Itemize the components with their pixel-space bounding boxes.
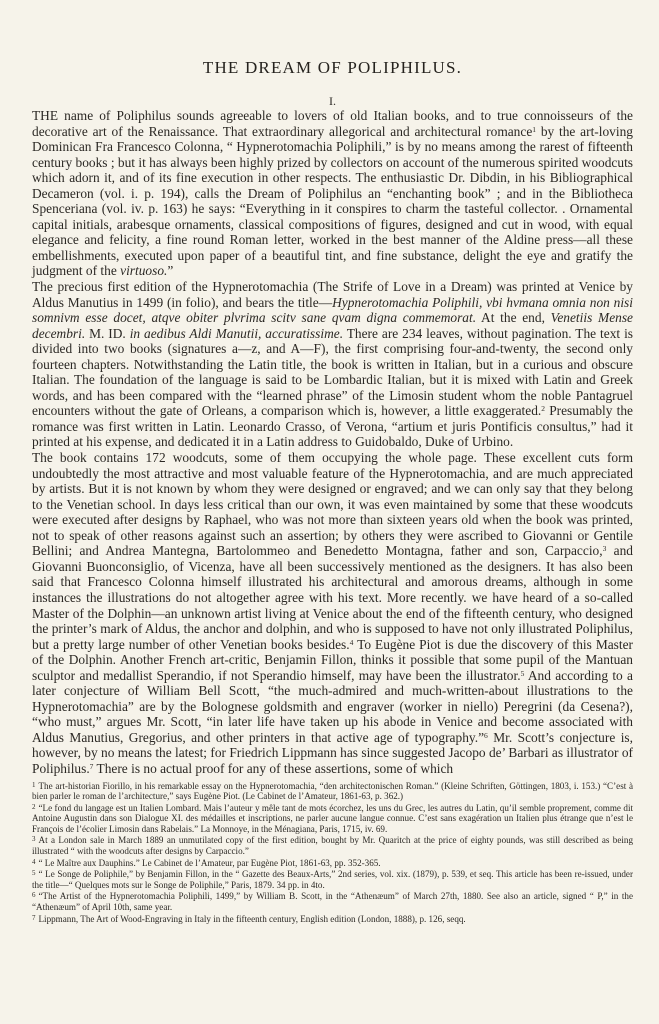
text-run: Mr. Scott’s conjecture is, however, by no means the latest; for Friedrich Lippmann has since suggested Jacopo de’ Barbari as illustrator of Poliphilus. [32,729,633,776]
footnote-number: 2 [32,802,36,811]
footnote-number: 1 [32,780,36,789]
footnote-number: 5 [32,869,36,878]
footnote-ref: 4 [349,637,354,647]
italic-run: in aedibus Aldi Manutii, accuratissime. [129,325,344,341]
footnote-number: 4 [32,857,36,866]
footnote-text: “The Artist of the Hypnerotomachia Poliphili, 1499,” by William B. Scott, in the “Athenæum” of March 27th, 1880. See also an article, signed “ P,” in the “Athenæum” of April 10th, same year. [32,891,633,913]
page-title: THE DREAM OF POLIPHILUS. [202,58,463,77]
italic-run: Hypnerotomachia Poliphili, vbi hvmana omnia non nisi somnivm esse docet, atqve obiter plvrima scitv sane qvam digna commemorat. [32,294,633,326]
text-run: To Eugène Piot is due the discovery of this Master of the Dolphin. Another French art-critic, Benjamin Fillon, thinks it possible that some pupil of the Mantuan sculptor and medallist Sperandio, if not Sperandio himself, may have been the illustrator. [32,636,634,683]
paragraph [32,108,633,279]
main-text [32,108,633,777]
footnote-text: “Le fond du langage est un Italien Lombard. Mais l’auteur y mêle tant de mots écorchez, les uns du Grec, les autres du Latin, qu’il semble proprement, comme dit Antoine Augustin dans son Dialogue XI. des médailles et inscriptions, ne parler aucune langue connue. C’est sans exagération un Italien plus étrange que n’est le François de l’écolier Limosin dans Rabelais.” La Monnoye, in the Ménagiana, Paris, 1715, iv. 69. [32,802,633,834]
footnote [32,868,633,890]
footnote [32,802,633,835]
text-run: ” [167,263,174,279]
footnote-text: Lippmann, The Art of Wood-Engraving in Italy in the fifteenth century, English edition (London, 1888), p. 126, seqq. [38,913,466,924]
section-number: I. [329,94,336,108]
footnote [32,890,633,912]
footnote-text: At a London sale in March 1889 an unmutilated copy of the first edition, bought by Mr. Quaritch at the price of eighty pounds, was still described as being illustrated “ with the woodcuts after designs by Carpaccio.” [32,835,633,857]
footnote-number: 6 [32,891,36,900]
footnote-text: “ Le Maître aux Dauphins.” Le Cabinet de l’Amateur, par Eugène Piot, 1861-63, pp. 352-365. [38,857,381,868]
footnote-ref: 1 [532,124,537,134]
italic-run: Venetiis Mense decembri. [32,310,633,341]
footnote-number: 7 [32,913,36,922]
text-run: by the art-loving Dominican Fra Francesco Colonna, “ Hypnerotomachia Poliphili,” is by no means among the rarest of fifteenth century books ; but it has always been highly prized by collectors on account of the numerous spirited woodcuts which adorn it, and of its fine execution in other respects. The enthusiastic Dr. Dibdin, in his Bibliographical Decameron (vol. i. p. 194), calls the Dream of Poliphilus an “enchanting book” ; and in the Bibliotheca Spenceriana (vol. iv. p. 163) he says: “Everything in it conspires to charm the tasteful collector. . Ornamental capital initials, arabesque ornaments, classical compositions of figures, designed and cut in wood, with equal elegance and felicity, a fine round Roman letter, worked in the best manner of the Aldine press—all these embellishments, executed upon paper of a beautiful tint, and fine substance, delight the eye and gratify the judgment of the [32,123,633,279]
footnotes [32,780,633,925]
footnote-ref: 5 [520,668,525,678]
footnote [32,834,633,856]
footnote-ref: 7 [89,761,94,771]
text-run: And according to a later conjecture of William Bell Scott, “the much-admired and much-written-about illustrations to the Hypnerotomachia” are by the Bolognese goldsmith and engraver (worker in niello) Peregrini (da Cesena?), “who must,” argues Mr. Scott, “in later life have taken up his abode in Venice and become associated with Aldus Manutius, Gregorius, and other printers in that active age of typography.” [32,667,633,745]
text-run: THE name of Poliphilus sounds agreeable to lovers of old Italian books, and to true connoisseurs of the decorative art of the Renaissance. That extraordinary allegorical and architectural romance [32,108,633,139]
footnote [32,857,633,869]
text-run: The book contains 172 woodcuts, some of them occupying the whole page. These excellent cuts form undoubtedly the most attractive and most valuable feature of the Hypnerotomachia, and are much appreciated by artists. But it is not known by whom they were designed or engraved; and we can only say that they belong to the Venetian school. In days less critical than our own, it was even maintained by some that these woodcuts were executed after designs by Raphael, who was not more than sixteen years old when the book was printed, not to speak of other reasons against such an assertion; by others they were ascribed to Giovanni or Gentile Bellini; and Andrea Mantegna, Bartolommeo and Benedetto Montagna, father and son, Carpaccio, [32,450,633,559]
italic-run: virtuoso. [120,263,168,279]
footnote [32,913,633,925]
footnote-ref: 6 [484,730,488,740]
text-run: There are 234 leaves, without pagination. The text is divided into two books (signatures a—z, and A—F), the first comprising four-and-twenty, the second only fourteen chapters. Notwithstanding the Latin title, the book is written in Italian, but in a curious and obscure Italian. The foundation of the language is said to be Lombardic Italian, but it is mixed with Latin and Greek words, and has been compared with the “learned phrase” of the Limosin student whom the noble Pantagruel encounters without the gate of Orleans, a comparison which is, however, a little exaggerated. [32,325,633,419]
text-run: and Giovanni Buonconsiglio, of Vicenza, have all been successively mentioned as the designers. It has also been said that Francesco Colonna himself illustrated his architectural and amorous dreams, although in some instances the illustrations do not altogether agree with his text. More recently. we have heard of a so-called Master of the Dolphin—an unknown artist living at Venice about the end of the fifteenth century, who designed the printer’s mark of Aldus, the anchor and dolphin, and who is supposed to have not only illustrated Poliphilus, but a pretty large number of other Venetian books besides. [32,543,633,652]
text-run: There is no actual proof for any of these assertions, some of which [93,760,454,776]
text-run: M. ID. [85,325,130,341]
text-run: Presumably the romance was first written in Latin. Leonardo Crasso, of Verona, “artium et juris Pontificis consultus,” had it printed at his expense, and dedicated it in a Latin address to Guidobaldo, Duke of Urbino. [32,403,633,450]
footnote-ref: 3 [602,544,607,554]
footnote-ref: 2 [541,404,545,414]
paragraph [32,279,633,450]
paragraph [32,450,633,776]
footnote-text: “ Le Songe de Poliphile,” by Benjamin Fillon, in the “ Gazette des Beaux-Arts,” 2nd series, vol. xix. (1879), p. 539, et seq. This article has been re-issued, under the title—“ Quelques mots sur le Songe de Poliphile,” Paris, 1879. 34 pp. in 4to. [32,869,633,890]
text-run: At the end, [476,310,551,326]
text-run: The precious first edition of the Hypnerotomachia (The Strife of Love in a Dream) was printed at Venice by Aldus Manutius in 1499 (in folio), and bears the title— [32,279,633,310]
footnote-text: The art-historian Fiorillo, in his remarkable essay on the Hypnerotomachia, “den architectonischen Roman.” (Kleine Schriften, Göttingen, 1803, i. 153.) “C’est à bien parler le roman de l’architecture,” says Eugène Piot. (Le Cabinet de l’Amateur, 1861-63, p. 362.) [32,780,633,802]
footnote-number: 3 [32,835,36,844]
footnote [32,780,633,802]
